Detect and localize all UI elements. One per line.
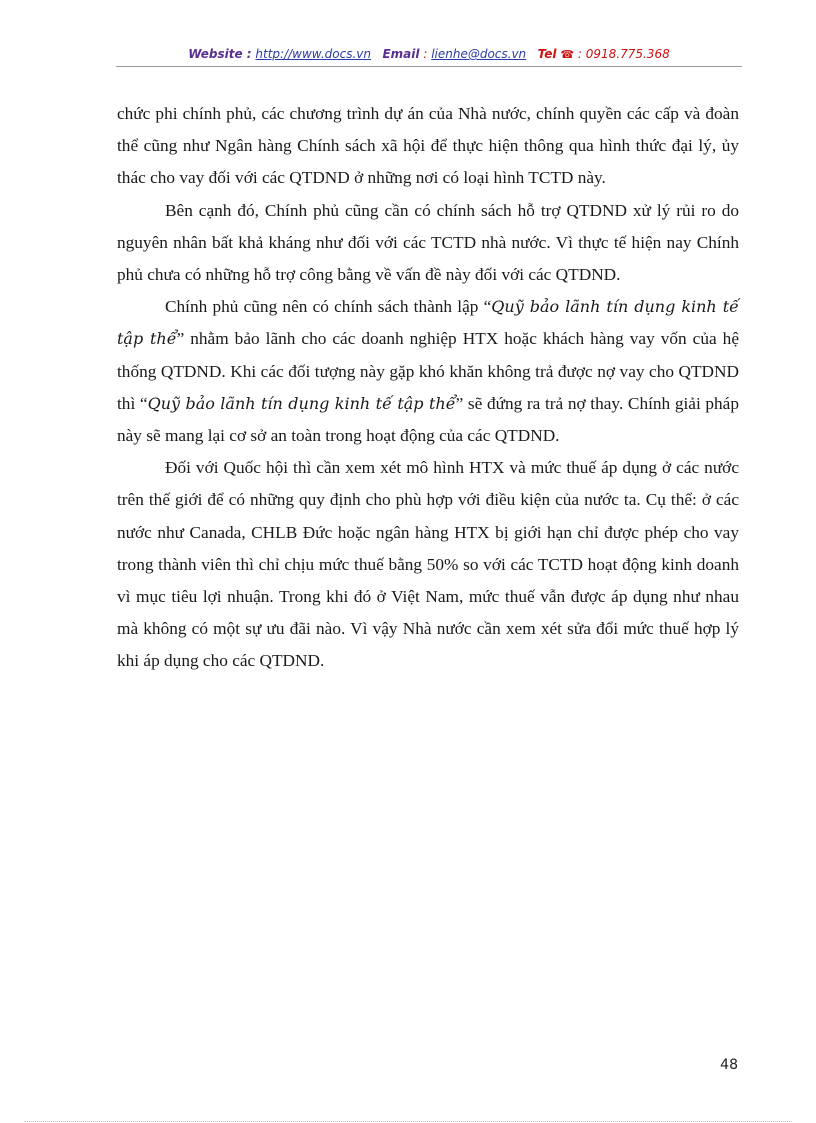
paragraph-3-text-a: Chính phủ cũng nên có chính sách thành lập “: [165, 297, 492, 317]
page-number: 48: [720, 1057, 738, 1073]
website-link[interactable]: http://www.docs.vn: [255, 47, 371, 61]
email-link[interactable]: lienhe@docs.vn: [431, 47, 527, 61]
phone-icon: ☎: [560, 48, 575, 61]
tel-value: : 0918.775.368: [577, 47, 670, 61]
website-label: Website :: [188, 47, 252, 61]
paragraph-4: Đối với Quốc hội thì cần xem xét mô hình HTX và mức thuế áp dụng ở các nước trên thế giới để có những quy định cho phù hợp với điều kiện của nước ta. Cụ thể: ở các nước như Canada, CHLB Đức hoặc ngân hàng HTX bị giới hạn chỉ được phép cho vay trong thành viên thì chỉ chịu mức thuế bằng 50% so với các TCTD hoạt động kinh doanh vì mục tiêu lợi nhuận. Trong khi đó ở Việt Nam, mức thuế vẫn được áp dụng như nhau mà không có một sự ưu đãi nào. Vì vậy Nhà nước cần xem xét sửa đổi mức thuế hợp lý khi áp dụng cho các QTDND.: [117, 458, 739, 671]
page-header: [116, 47, 742, 65]
page-bottom-border: [24, 1121, 792, 1122]
paragraph-1: chức phi chính phủ, các chương trình dự án của Nhà nước, chính quyền các cấp và đoàn thể cũng như Ngân hàng Chính sách xã hội để thực hiện thông qua hình thức đại lý, ủy thác cho vay đối với các QTDND ở những nơi có loại hình TCTD này.: [117, 104, 739, 188]
email-separator: :: [423, 47, 428, 61]
document-body: [117, 98, 739, 678]
paragraph-3-text-b: ” nhằm bảo lãnh cho các doanh nghiệp HTX hoặc khách hàng vay vốn của hệ thống QTDND. Khi các đối tượng này gặp khó khăn không trả được nợ vay cho QTDND thì “: [117, 329, 739, 413]
header-rule: [116, 66, 742, 67]
paragraph-3-text-c: ” sẽ đứng ra trả nợ thay. Chính giải pháp này sẽ mang lại cơ sở an toàn trong hoạt động của các QTDND.: [117, 393, 739, 446]
email-label: Email: [382, 47, 420, 61]
paragraph-3: [117, 291, 739, 452]
tel-label: Tel: [537, 47, 557, 61]
fund-name-emphasis-2: Quỹ bảo lãnh tín dụng kinh tế tập thể: [147, 393, 456, 413]
fund-name-emphasis-1: Quỹ bảo lãnh tín dụng kinh tế tập thể: [117, 297, 740, 349]
paragraph-2: Bên cạnh đó, Chính phủ cũng cần có chính sách hỗ trợ QTDND xử lý rủi ro do nguyên nhân bất khả kháng như đối với các TCTD nhà nước. Vì thực tế hiện nay Chính phủ chưa có những hỗ trợ công bằng về vấn đề này đối với các QTDND.: [117, 200, 739, 285]
